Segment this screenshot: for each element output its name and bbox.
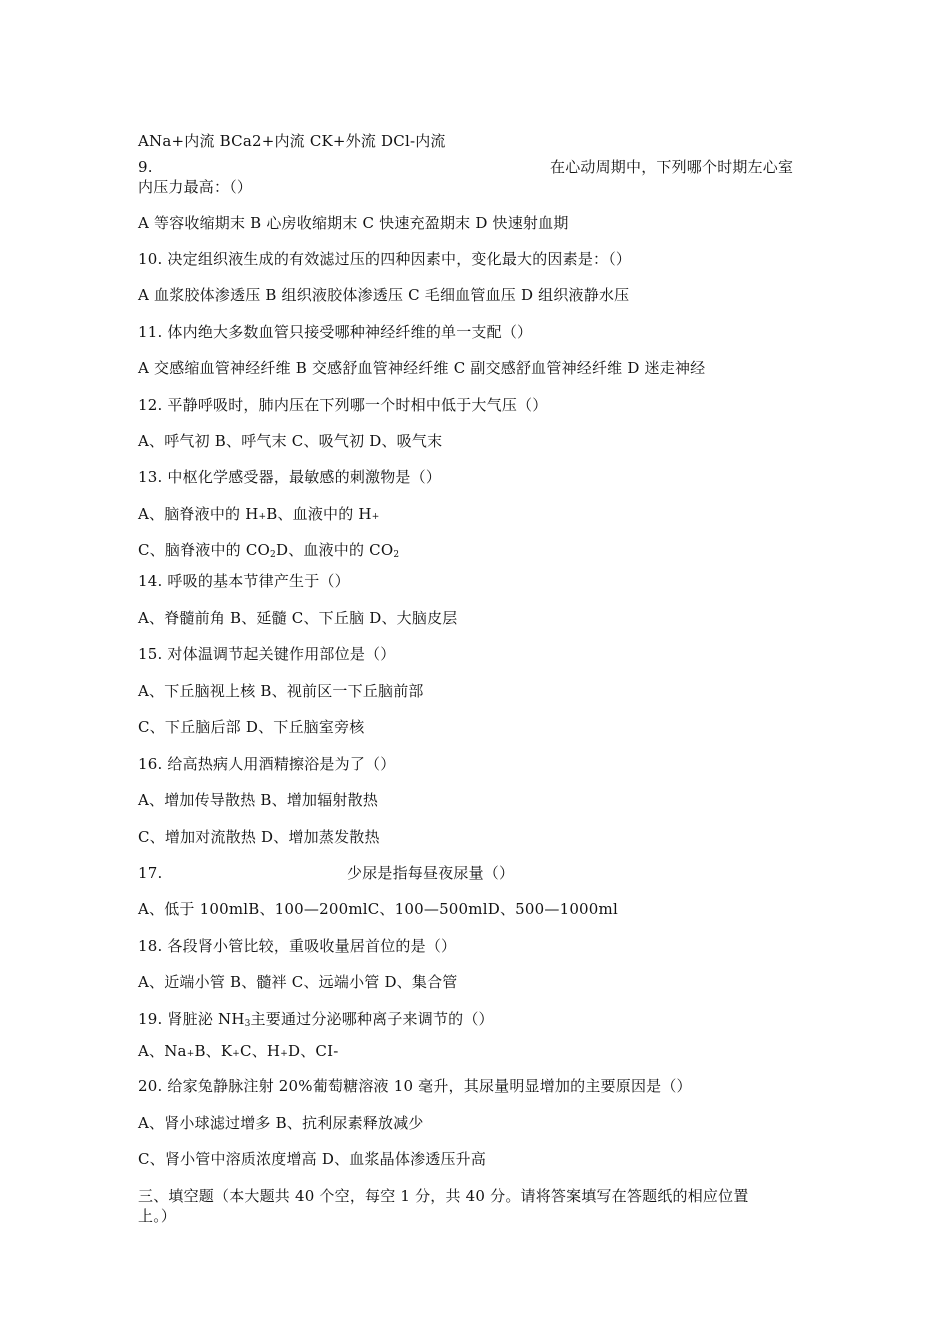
q16-options-cd: C、增加对流散热 D、增加蒸发散热 — [138, 828, 380, 846]
q13-options-ab — [138, 505, 379, 526]
q19-question-start: 19. 肾脏泌 NH — [138, 1010, 245, 1028]
q19-option-a: A、Na — [138, 1042, 187, 1060]
q19-question-end: 主要通过分泌哪种离子来调节的（） — [250, 1010, 494, 1028]
q10-question: 10. 决定组织液生成的有效滤过压的四种因素中，变化最大的因素是：（） — [138, 250, 632, 268]
q18-options: A、近端小管 B、髓袢 C、远端小管 D、集合管 — [138, 973, 458, 991]
q13-option-b: B、血液中的 H — [266, 505, 372, 523]
q13-question: 13. 中枢化学感受器，最敏感的刺激物是（） — [138, 468, 442, 486]
q17-options: A、低于 100mlB、100—200mlC、100—500mlD、500—1000ml — [138, 900, 618, 918]
q13-option-b-superscript: + — [371, 512, 380, 522]
q13-option-a-superscript: + — [258, 512, 267, 522]
q19-option-d: D、CI- — [287, 1042, 339, 1060]
q19-options — [138, 1042, 338, 1063]
q13-option-d: D、血液中的 CO — [275, 541, 394, 559]
q11-options: A 交感缩血管神经纤维 B 交感舒血管神经纤维 C 副交感舒血管神经纤维 D 迷走神经 — [138, 359, 706, 377]
q20-options-ab: A、肾小球滤过增多 B、抗利尿素释放减少 — [138, 1114, 424, 1132]
q9-number: 9. — [138, 158, 153, 176]
q19-option-b-superscript: + — [232, 1049, 241, 1059]
q20-options-cd: C、肾小管中溶质浓度增高 D、血浆晶体渗透压升高 — [138, 1150, 487, 1168]
q11-question: 11. 体内绝大多数血管只接受哪种神经纤维的单一支配（） — [138, 323, 533, 341]
q19-option-b: B、K — [194, 1042, 233, 1060]
q13-options-cd — [138, 541, 399, 564]
q15-question: 15. 对体温调节起关键作用部位是（） — [138, 645, 396, 663]
q16-question: 16. 给高热病人用酒精擦浴是为了（） — [138, 755, 396, 773]
q9-options: A 等容收缩期末 B 心房收缩期末 C 快速充盈期末 D 快速射血期 — [138, 214, 569, 232]
q19-question-subscript: 3 — [244, 1019, 251, 1029]
q16-options-ab: A、增加传导散热 B、增加辐射散热 — [138, 791, 379, 809]
q13-option-d-subscript: 2 — [393, 550, 400, 560]
q18-question: 18. 各段肾小管比较，重吸收量居首位的是（） — [138, 937, 457, 955]
q8-options: ANa+内流 BCa2+内流 CK+外流 DCl-内流 — [138, 132, 446, 150]
q14-options: A、脊髓前角 B、延髓 C、下丘脑 D、大脑皮层 — [138, 609, 458, 627]
q17-number: 17. — [138, 864, 163, 882]
q13-option-c-subscript: 2 — [270, 550, 276, 560]
q15-options-ab: A、下丘脑视上核 B、视前区一下丘脑前部 — [138, 682, 424, 700]
q19-option-a-superscript: + — [186, 1049, 195, 1059]
q13-option-a: A、脑脊液中的 H — [138, 505, 259, 523]
q10-options: A 血浆胶体渗透压 B 组织液胶体渗透压 C 毛细血管血压 D 组织液静水压 — [138, 286, 630, 304]
q12-question: 12. 平静呼吸时，肺内压在下列哪一个时相中低于大气压（） — [138, 396, 548, 414]
q19-option-c-superscript: + — [280, 1049, 288, 1059]
q20-question: 20. 给家兔静脉注射 20%葡萄糖溶液 10 毫升，其尿量明显增加的主要原因是（） — [138, 1077, 692, 1095]
section-3-heading-cont: 上。） — [138, 1207, 177, 1225]
q14-question: 14. 呼吸的基本节律产生于（） — [138, 572, 350, 590]
q17-question: 少尿是指每昼夜尿量（） — [347, 864, 515, 882]
q15-options-cd: C、下丘脑后部 D、下丘脑室旁核 — [138, 718, 365, 736]
q13-option-c: C、脑脊液中的 CO — [138, 541, 271, 559]
q19-option-c: C、H — [240, 1042, 281, 1060]
q9-question-cont: 内压力最高：（） — [138, 178, 253, 196]
q12-options: A、呼气初 B、呼气末 C、吸气初 D、吸气末 — [138, 432, 443, 450]
section-3-heading: 三、填空题（本大题共 40 个空，每空 1 分，共 40 分。请将答案填写在答题纸的相应位置 — [138, 1187, 749, 1205]
q9-question-right: 在心动周期中，下列哪个时期左心室 — [550, 158, 794, 176]
q19-question — [138, 1010, 494, 1033]
